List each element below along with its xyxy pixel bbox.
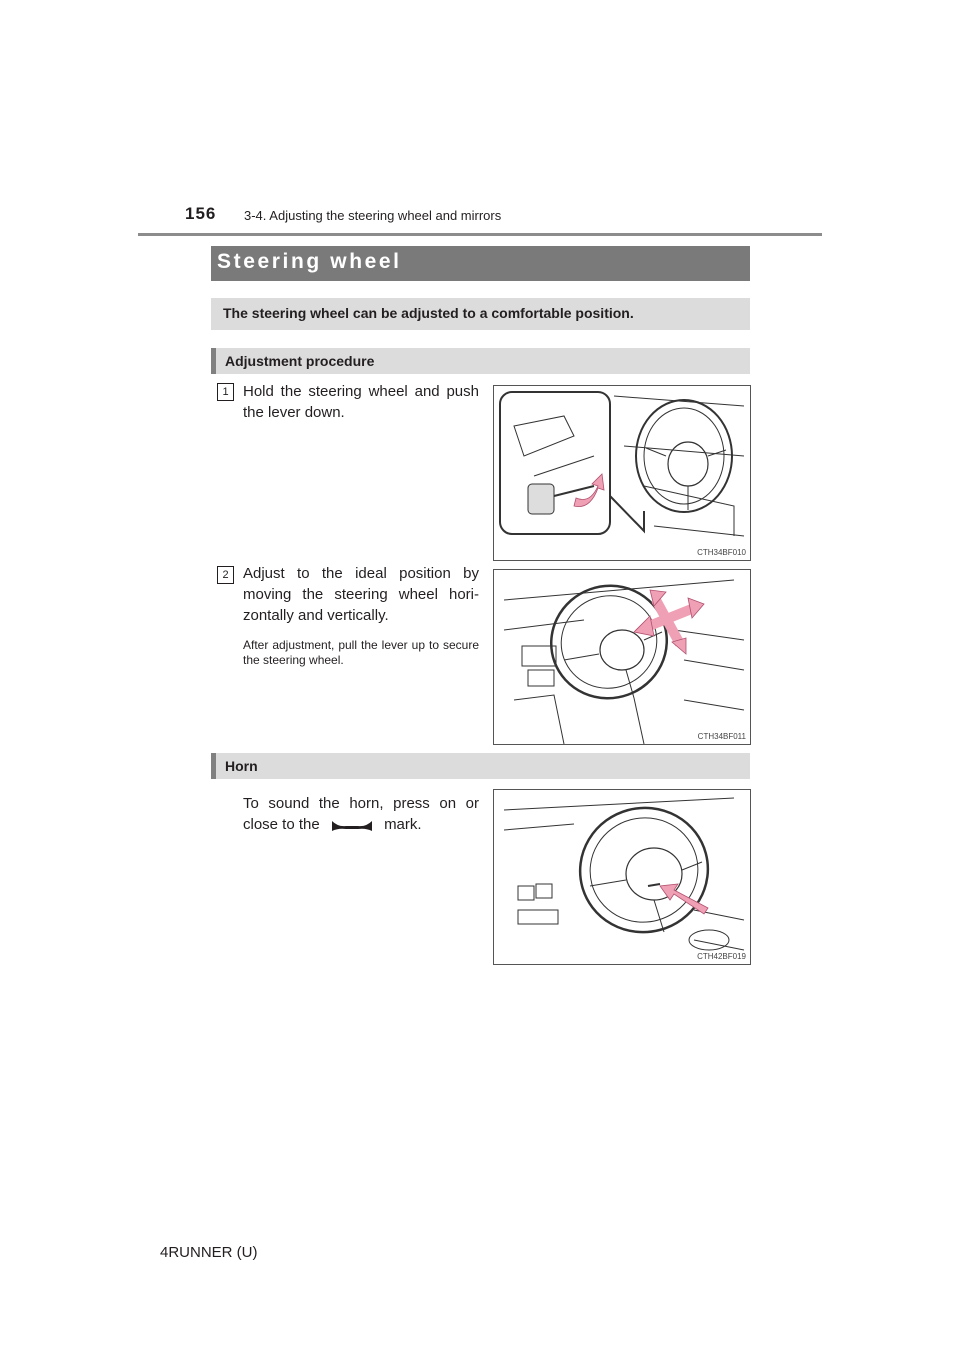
- step-2-text: Adjust to the ideal position by moving the steering wheel hori-zontally and vertically.: [243, 565, 479, 624]
- figure-horn: [493, 789, 751, 965]
- adjustment-heading: Adjustment procedure: [225, 353, 375, 369]
- lever-illustration: [494, 386, 750, 560]
- figure-code-1: CTH34BF010: [697, 548, 746, 557]
- step-number-2: 2: [217, 566, 234, 584]
- wheel-adjust-illustration: [494, 570, 750, 744]
- horn-heading-bar: [211, 753, 750, 779]
- adjustment-heading-bar: [211, 348, 750, 374]
- step-number-1: 1: [217, 383, 234, 401]
- step-2-note: After adjustment, pull the lever up to secure the steering wheel.: [243, 638, 479, 667]
- figure-code-3: CTH42BF019: [697, 952, 746, 961]
- intro-bar: [211, 298, 750, 330]
- horn-text: [243, 793, 479, 835]
- figure-lever-release: [493, 385, 751, 561]
- horn-text-before: To sound the horn, press on or close to the: [243, 795, 479, 833]
- horn-illustration: [494, 790, 750, 964]
- model-footer: 4RUNNER (U): [160, 1244, 258, 1261]
- figure-code-2: CTH34BF011: [697, 732, 746, 741]
- header-divider: [138, 233, 822, 236]
- intro-text: The steering wheel can be adjusted to a comfortable position.: [223, 305, 634, 321]
- chapter-title: 3-4. Adjusting the steering wheel and mirrors: [244, 208, 502, 223]
- figure-wheel-adjust: [493, 569, 751, 745]
- horn-icon: [328, 818, 376, 832]
- section-title: Steering wheel: [217, 250, 402, 273]
- horn-heading: Horn: [225, 758, 258, 774]
- section-title-bar: [211, 246, 750, 281]
- horn-text-after: mark.: [384, 816, 422, 833]
- step-1-text: Hold the steering wheel and push the lever down.: [243, 383, 479, 421]
- page-number: 156: [185, 204, 217, 223]
